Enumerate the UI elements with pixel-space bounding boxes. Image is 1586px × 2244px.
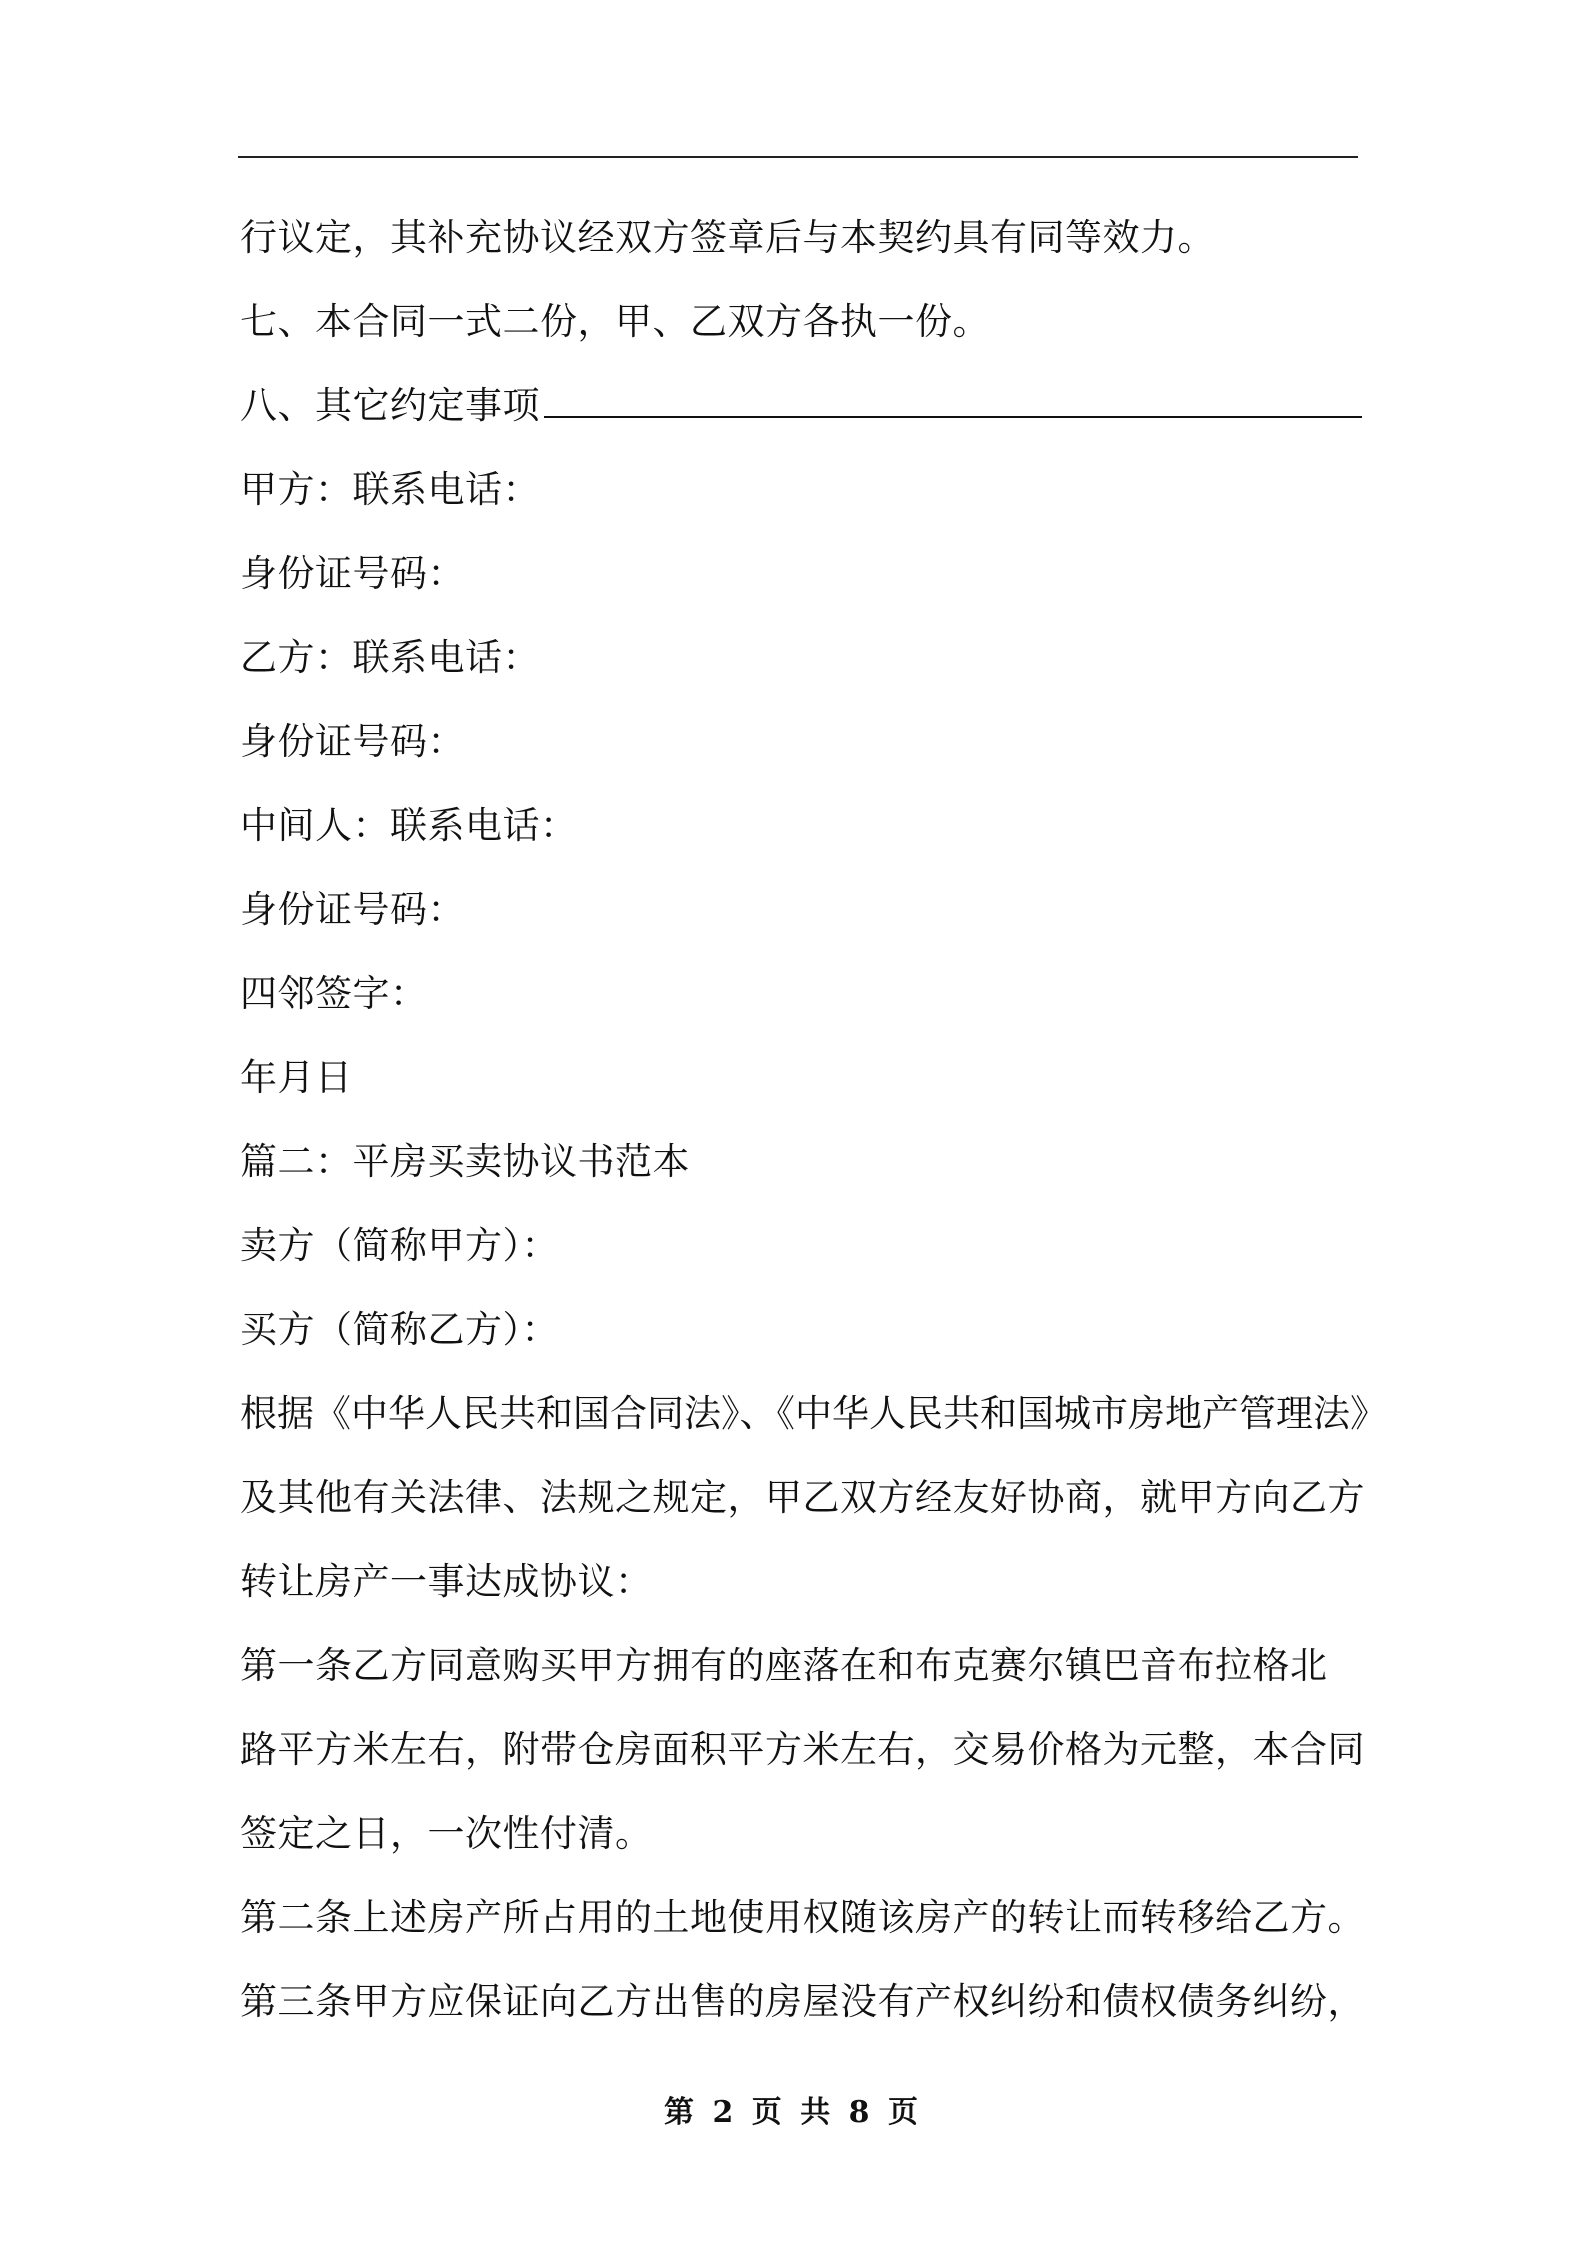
- header-rule: [238, 156, 1358, 158]
- article-two-line: 第二条上述房产所占用的土地使用权随该房产的转让而转移给乙方。: [240, 1896, 1365, 1939]
- text-line: 根据《中华人民共和国合同法》、《中华人民共和国城市房地产管理法》: [240, 1392, 1387, 1435]
- party-a-phone-line: 甲方：联系电话：: [240, 468, 540, 511]
- text-line: 及其他有关法律、法规之规定，甲乙双方经友好协商，就甲方向乙方: [240, 1476, 1365, 1519]
- text-line: 路平方米左右，附带仓房面积平方米左右，交易价格为元整，本合同: [240, 1728, 1365, 1771]
- intermediary-id-line: 身份证号码：: [240, 888, 465, 931]
- section-heading: 篇二：平房买卖协议书范本: [240, 1140, 690, 1183]
- fill-in-blank-line: [544, 386, 1362, 418]
- seller-line: 卖方（简称甲方）：: [240, 1224, 559, 1267]
- party-b-phone-line: 乙方：联系电话：: [240, 636, 540, 679]
- document-body: [240, 196, 1387, 2044]
- article-three-line: 第三条甲方应保证向乙方出售的房屋没有产权纠纷和债权债务纠纷，: [240, 1980, 1365, 2023]
- text-line: 签定之日，一次性付清。: [240, 1812, 653, 1855]
- buyer-line: 买方（简称乙方）：: [240, 1308, 559, 1351]
- text-line: 七、本合同一式二份，甲、乙双方各执一份。: [240, 300, 990, 343]
- text-line: 转让房产一事达成协议：: [240, 1560, 653, 1603]
- page-number-footer: 第 2 页 共 8 页: [664, 2095, 922, 2130]
- neighbors-signature-line: 四邻签字：: [240, 972, 428, 1015]
- date-line: 年月日: [240, 1056, 353, 1099]
- article-one-line: 第一条乙方同意购买甲方拥有的座落在和布克赛尔镇巴音布拉格北: [240, 1644, 1328, 1687]
- party-a-id-line: 身份证号码：: [240, 552, 465, 595]
- text-line: 行议定，其补充协议经双方签章后与本契约具有同等效力。: [240, 216, 1215, 259]
- intermediary-phone-line: 中间人：联系电话：: [240, 804, 578, 847]
- party-b-id-line: 身份证号码：: [240, 720, 465, 763]
- other-terms-label: 八、其它约定事项: [240, 384, 540, 427]
- text-line-other-terms: [240, 364, 1360, 448]
